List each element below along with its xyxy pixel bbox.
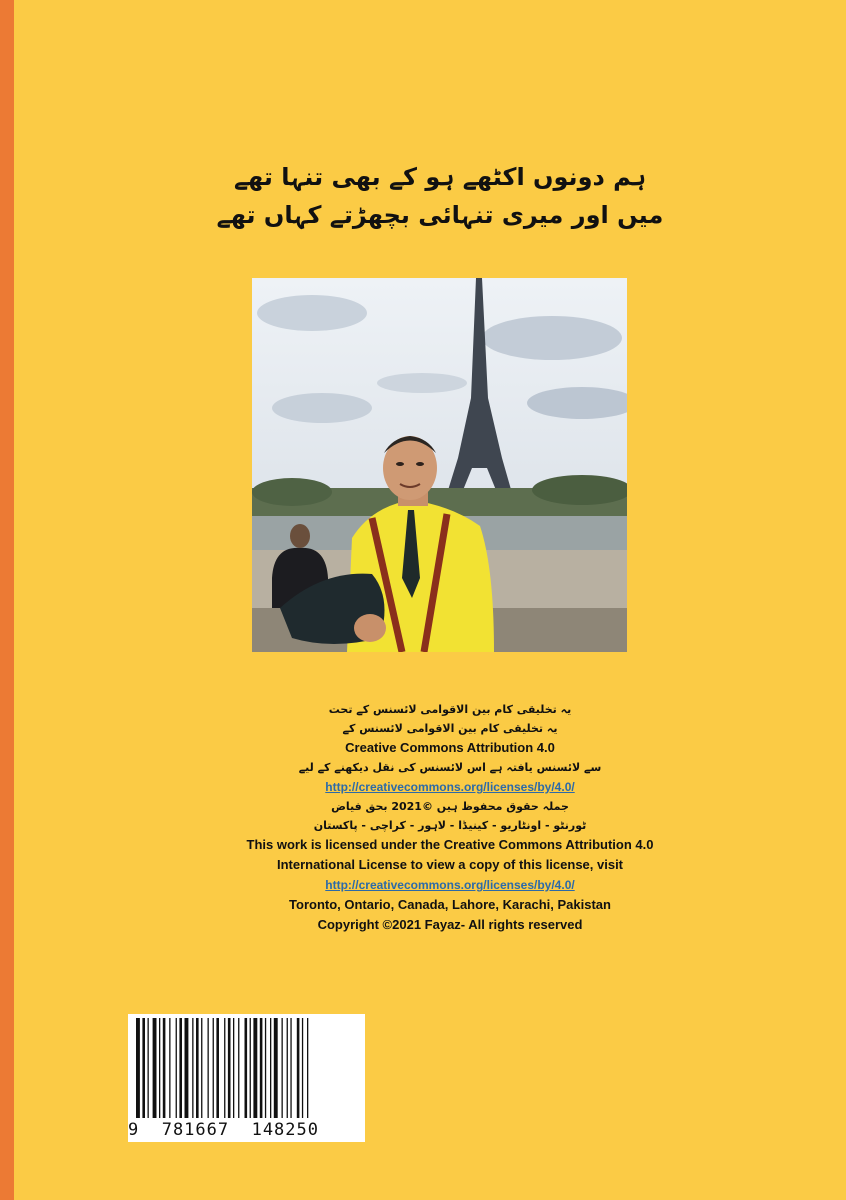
barcode-bar: [274, 1018, 278, 1118]
barcode-bar: [176, 1018, 177, 1118]
license-urdu-line-2: یہ تخلیقی کام بین الاقوامی لائسنس کے: [342, 722, 558, 735]
barcode-bar: [282, 1018, 283, 1118]
isbn-digits: 9 781667 148250: [128, 1120, 319, 1140]
author-photo: [252, 278, 627, 652]
license-cc-title: Creative Commons Attribution 4.0: [345, 740, 555, 755]
barcode-bar: [213, 1018, 214, 1118]
copyright-urdu: جملہ حقوق محفوظ ہیں ©2021 بحق فیاض: [331, 800, 569, 813]
barcode-bar: [250, 1018, 251, 1118]
barcode-bar: [192, 1018, 193, 1118]
barcode-bar: [224, 1018, 225, 1118]
barcode-bar: [148, 1018, 149, 1118]
barcode-bar: [142, 1018, 145, 1118]
barcode-bar: [307, 1018, 308, 1118]
barcode-bar: [238, 1018, 239, 1118]
barcode-bar: [185, 1018, 189, 1118]
location-urdu: ٹورنٹو - اونٹاریو - کینیڈا - لاہور - کراچی - پاکستان: [313, 819, 587, 832]
license-link-2[interactable]: http://creativecommons.org/licenses/by/4.0/: [325, 878, 575, 892]
license-block: [140, 700, 760, 935]
barcode-bar: [201, 1018, 202, 1118]
book-spine: [0, 0, 14, 1200]
license-link-1[interactable]: http://creativecommons.org/licenses/by/4.0/: [325, 780, 575, 794]
barcode-bar: [208, 1018, 209, 1118]
barcode-bar: [216, 1018, 219, 1118]
poem-line-2: میں اور میری تنہائی بچھڑتے کہاں تھے: [216, 201, 664, 229]
isbn-barcode: [128, 1014, 365, 1142]
poem-couplet: [120, 158, 760, 234]
license-english-line-2: International License to view a copy of this license, visit: [276, 857, 624, 872]
barcode-bar: [290, 1018, 291, 1118]
barcode-bar: [233, 1018, 234, 1118]
barcode-bar: [196, 1018, 199, 1118]
copyright-english: Copyright ©2021 Fayaz- All rights reserved: [317, 917, 583, 932]
poem-line-1: ہم دونوں اکٹھے ہو کے بھی تنہا تھے: [233, 163, 647, 191]
barcode-bar: [163, 1018, 166, 1118]
location-english: Toronto, Ontario, Canada, Lahore, Karachi, Pakistan: [289, 897, 611, 912]
barcode-bar: [302, 1018, 303, 1118]
barcode-bars-icon: [128, 1014, 365, 1122]
barcode-bar: [253, 1018, 257, 1118]
barcode-bar: [179, 1018, 182, 1118]
barcode-bar: [136, 1018, 140, 1118]
barcode-bar: [287, 1018, 288, 1118]
license-urdu-line-1: یہ تخلیقی کام بین الاقوامی لائسنس کے تحت: [328, 703, 572, 716]
barcode-bar: [265, 1018, 266, 1118]
license-english-line-1: This work is licensed under the Creative Commons Attribution 4.0: [246, 837, 654, 852]
barcode-bar: [153, 1018, 157, 1118]
barcode-bar: [159, 1018, 160, 1118]
barcode-bar: [245, 1018, 248, 1118]
barcode-bar: [270, 1018, 271, 1118]
barcode-bar: [228, 1018, 231, 1118]
license-urdu-line-3: سے لائسنس یافتہ ہے اس لائسنس کی نقل دیکھنے کے لیے: [298, 761, 602, 774]
barcode-bar: [260, 1018, 263, 1118]
barcode-bar: [169, 1018, 170, 1118]
portrait-photo-icon: [252, 278, 627, 652]
barcode-bar: [297, 1018, 300, 1118]
